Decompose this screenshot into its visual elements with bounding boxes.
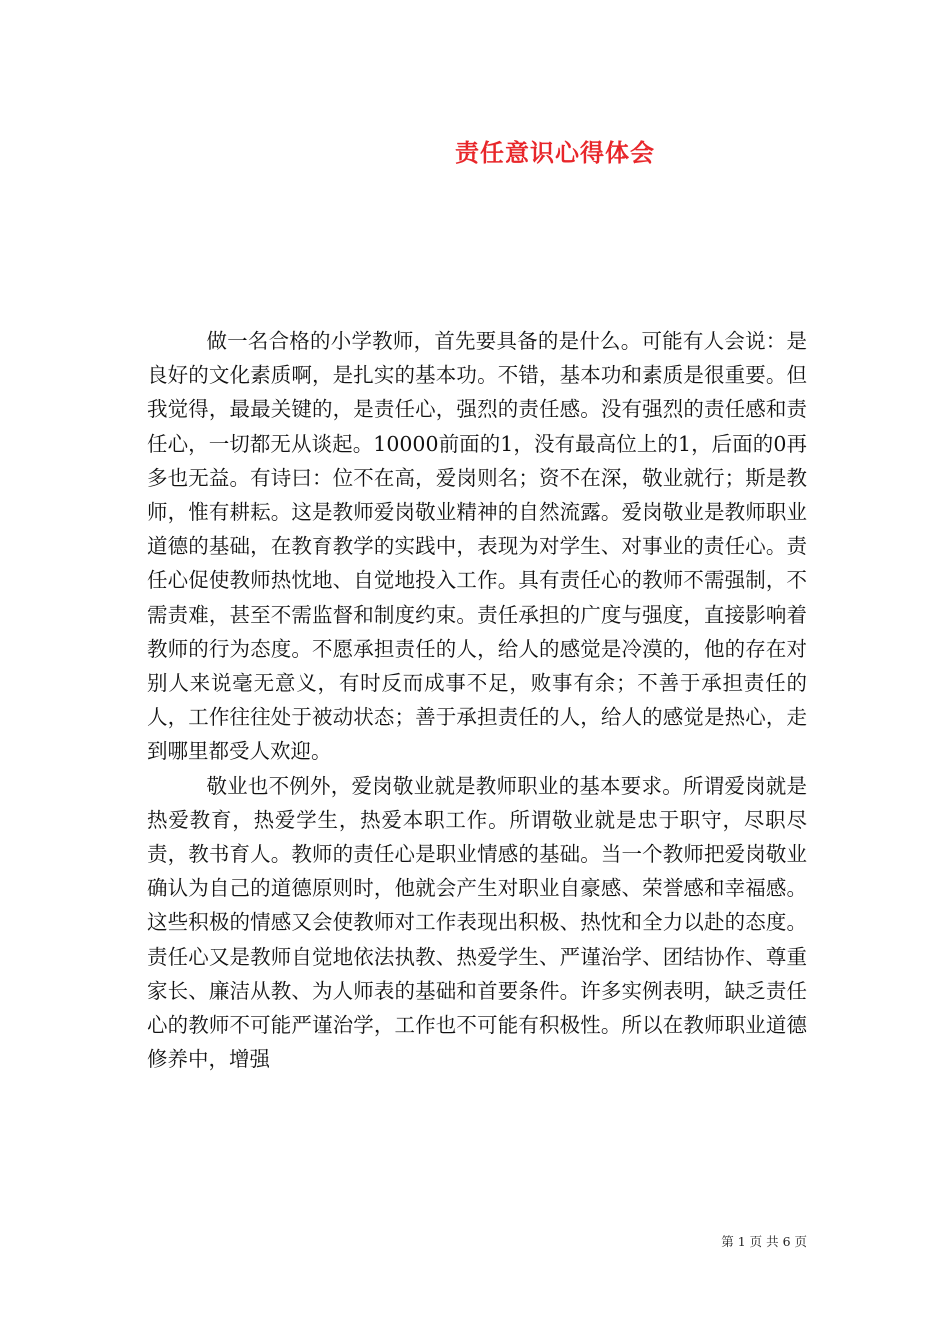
- paragraph-2: 敬业也不例外，爱岗敬业就是教师职业的基本要求。所谓爱岗就是热爱教育，热爱学生，热爱本职工作。所谓敬业就是忠于职守，尽职尽责，教书育人。教师的责任心是职业情感的基础。当一个教师把爱岗敬业确认为自己的道德原则时，他就会产生对职业自豪感、荣誉感和幸福感。这些积极的情感又会使教师对工作表现出积极、热忱和全力以赴的态度。责任心又是教师自觉地依法执教、热爱学生、严谨治学、团结协作、尊重家长、廉洁从教、为人师表的基础和首要条件。许多实例表明，缺乏责任心的教师不可能严谨治学，工作也不可能有积极性。所以在教师职业道德修养中，增强: [147, 773, 807, 1072]
- page-number-footer: 第 1 页 共 6 页: [721, 1234, 807, 1249]
- document-title: 责任意识心得体会: [455, 138, 655, 167]
- paragraph-1: 做一名合格的小学教师，首先要具备的是什么。可能有人会说：是良好的文化素质啊，是扎实的基本功。不错，基本功和素质是很重要。但我觉得，最最关键的，是责任心，强烈的责任感。没有强烈的责任感和责任心，一切都无从谈起。10000前面的1，没有最高位上的1，后面的0再多也无益。有诗曰：位不在高，爱岗则名；资不在深，敬业就行；斯是教师，惟有耕耘。这是教师爱岗敬业精神的自然流露。爱岗敬业是教师职业道德的基础，在教育教学的实践中，表现为对学生、对事业的责任心。责任心促使教师热忱地、自觉地投入工作。具有责任心的教师不需强制，不需责难，甚至不需监督和制度约束。责任承担的广度与强度，直接影响着教师的行为态度。不愿承担责任的人，给人的感觉是冷漠的，他的存在对别人来说毫无意义，有时反而成事不足，败事有余；不善于承担责任的人，工作往往处于被动状态；善于承担责任的人，给人的感觉是热心，走到哪里都受人欢迎。: [147, 329, 807, 764]
- document-body: [147, 324, 807, 1076]
